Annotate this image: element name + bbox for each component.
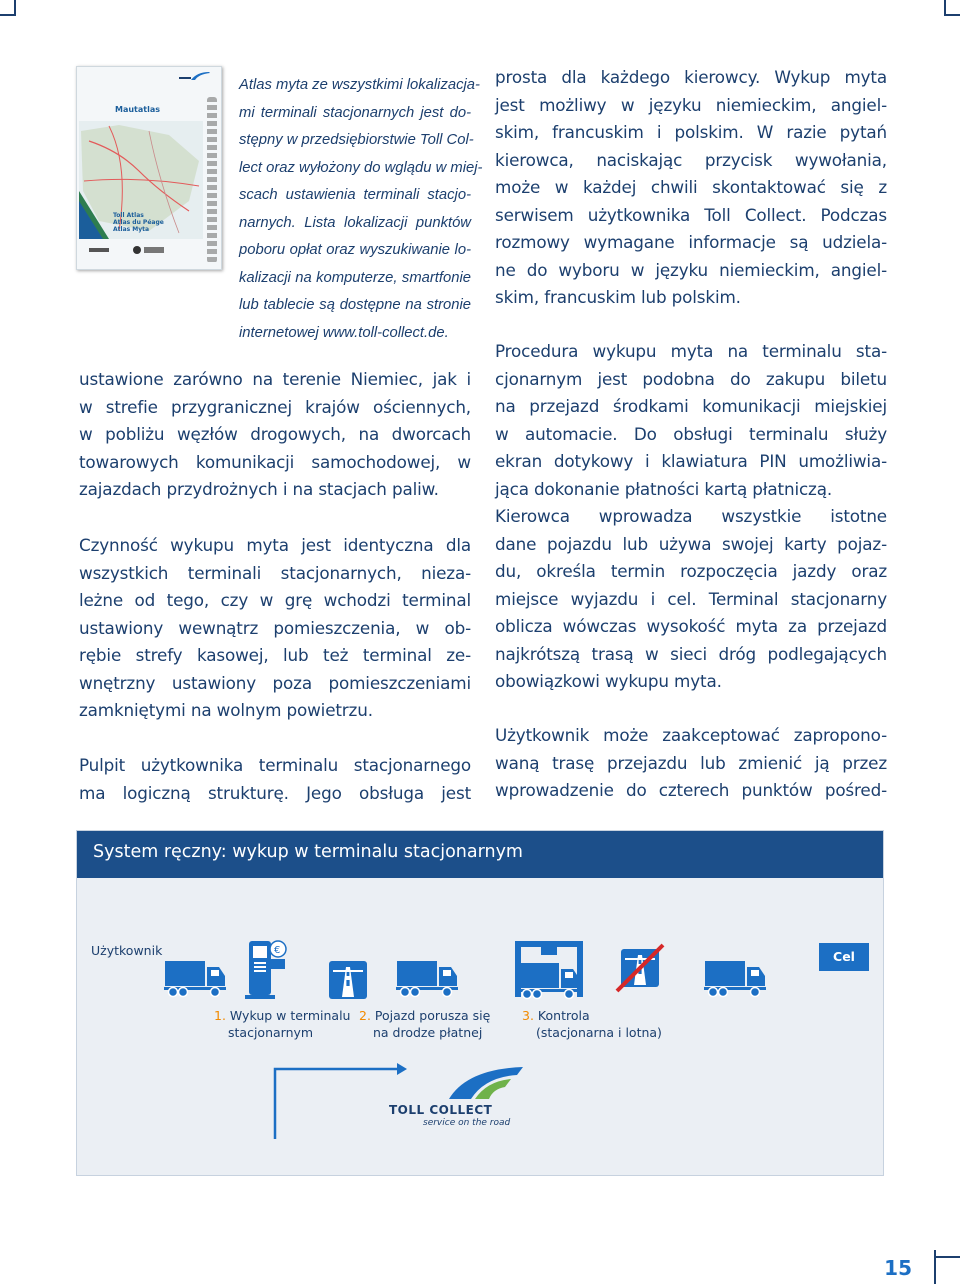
text-line: narnych. Lista lokalizacji punktów	[239, 214, 471, 231]
booklet-title: Mautatlas	[115, 105, 161, 114]
step-text: stacjonarnym	[228, 1025, 314, 1040]
step-number: 1.	[214, 1008, 226, 1023]
text-line: mi terminali stacjonarnych jest do-	[239, 104, 471, 121]
logo-slogan: service on the road	[423, 1118, 511, 1128]
user-label: Użytkownik	[91, 943, 163, 958]
text-line: lub tablecie są dostępne na stronie	[239, 297, 471, 313]
step-number: 2.	[359, 1008, 371, 1023]
infographic-title: System ręczny: wykup w terminalu stacjonarnym	[93, 842, 523, 862]
step-text: (stacjonarna i lotna)	[536, 1025, 662, 1040]
text-line: ustawione zarówno na terenie Niemiec, jak i	[79, 369, 471, 389]
text-line: może w każdej chwili skontaktować się z	[495, 177, 887, 197]
crop-mark-top-right	[944, 0, 960, 16]
text-line: zamkniętymi na wolnym powietrzu.	[79, 700, 373, 720]
text-line: internetowej www.toll-collect.de.	[239, 324, 449, 341]
text-line: leżne od tego, czy w grę wchodzi terminal	[79, 590, 471, 610]
text-line: miejsce wyjazdu i cel. Terminal stacjonarny	[495, 588, 887, 609]
goal-label: Cel	[833, 949, 855, 964]
text-line: zajazdach przydrożnych i na stacjach paliw.	[79, 479, 439, 499]
text-line: kalizacji na komputerze, smartfonie	[239, 269, 471, 286]
text-line: ne do wyboru w języku niemieckim, angiel-	[495, 259, 887, 280]
booklet-logo-icon	[177, 71, 211, 81]
step-text: Kontrola	[537, 1008, 590, 1023]
truck-icon	[518, 963, 580, 999]
step-3-caption	[522, 1007, 662, 1041]
text-line: towarowych komunikacji samochodowej, w	[79, 451, 471, 472]
text-line: ekran dotykowy i klawiatura PIN umożliwia-	[495, 451, 887, 471]
text-line: ma logiczną strukturę. Jego obsługa jest	[79, 782, 471, 803]
crop-mark-bottom-right	[934, 1256, 960, 1258]
text-line: scach ustawienia terminali stacjo-	[239, 187, 471, 203]
text-line: wszystkich terminali stacjonarnych, nieza-	[79, 562, 471, 583]
text-line: waną trasę przejazdu lub zmienić ją przez	[495, 752, 887, 773]
step-text: Pojazd porusza się	[374, 1008, 491, 1023]
text-line: rębie strefy kasowej, lub też terminal ze-	[79, 645, 471, 665]
text-line: wnętrzny ustawiony poza pomieszczeniami	[79, 672, 471, 693]
text-line: ustawiony wewnątrz pomieszczenia, w ob-	[79, 617, 471, 638]
left-paragraph-3	[79, 752, 471, 807]
svg-text:€: €	[274, 945, 281, 956]
booklet-name: Toll Atlas	[113, 212, 144, 219]
text-line: prosta dla każdego kierowcy. Wykup myta	[495, 67, 887, 87]
left-paragraph-2	[79, 532, 471, 725]
truck-icon	[396, 961, 458, 997]
text-line: Kierowca wprowadza wszystkie istotne	[495, 506, 887, 526]
step-text: Wykup w terminalu	[229, 1008, 351, 1023]
step-number: 3.	[522, 1008, 534, 1023]
booklet-names	[113, 212, 164, 233]
toll-atlas-booklet-image	[76, 66, 222, 270]
text-line: obowiązkowi wykupu myta.	[495, 671, 722, 691]
step-2-caption	[359, 1007, 490, 1041]
page-number: 15	[884, 1256, 912, 1280]
toll-road-icon	[329, 961, 367, 999]
step-text: na drodze płatnej	[373, 1025, 483, 1040]
goal-flag	[819, 943, 869, 971]
text-line: skim, francuskim i polskim. W razie pytań	[495, 122, 887, 142]
text-line: na przejazd środkami komunikacji miejskiej	[495, 396, 887, 416]
booklet-footer-logos-icon	[89, 245, 179, 255]
text-line: poboru opłat oraz wyszukiwanie lo-	[239, 242, 471, 258]
booklet-side-strip	[207, 97, 217, 263]
text-line: du, określa termin rozpoczęcia jazdy oraz	[495, 561, 887, 581]
payment-icon	[269, 941, 286, 969]
text-line: jąca dokonanie płatności kartą płatniczą.	[495, 478, 833, 499]
step-1-caption	[214, 1007, 350, 1041]
right-paragraph-1	[495, 64, 887, 312]
connector-line	[275, 1069, 397, 1139]
text-line: cjonarnym jest podobna do zakupu biletu	[495, 368, 887, 389]
road-end-icon	[617, 945, 663, 991]
truck-icon	[164, 961, 226, 997]
crop-mark-top-left	[0, 0, 16, 16]
text-line: najkrótszą trasą w sieci dróg podlegających	[495, 643, 887, 664]
right-paragraph-3	[495, 722, 887, 805]
text-line: wprowadzenie do czterech punktów pośred-	[495, 780, 887, 800]
right-paragraph-2	[495, 338, 887, 696]
text-line: w strefie przygranicznej krajów ościennych,	[79, 396, 471, 417]
booklet-name: Atlas Myta	[113, 226, 150, 233]
text-line: oblicza wówczas wysokość myta za przejazd	[495, 616, 887, 636]
logo-name: TOLL COLLECT	[389, 1103, 493, 1117]
truck-icon	[704, 961, 766, 997]
manual-system-infographic	[76, 830, 884, 1176]
text-line: Pulpit użytkownika terminalu stacjonarnego	[79, 755, 471, 775]
text-line: Procedura wykupu myta na terminalu sta-	[495, 341, 887, 361]
intro-italic-text	[239, 72, 483, 347]
text-line: Atlas myta ze wszystkimi lokalizacja-	[239, 77, 480, 93]
text-line: Użytkownik może zaakceptować zapropono-	[495, 725, 887, 745]
text-line: w pobliżu węzłów drogowych, na dworcach	[79, 424, 471, 444]
booklet-name: Atlas du Péage	[113, 219, 164, 226]
text-line: skim, francuskim lub polskim.	[495, 287, 741, 307]
text-line: jest możliwy w języku niemieckim, angiel-	[495, 94, 887, 115]
text-line: dane pojazdu lub używa swojej karty pojaz-	[495, 533, 887, 554]
text-line: kierowca, naciskając przycisk wywołania,	[495, 149, 887, 170]
text-line: w automacie. Do obsługi terminalu służy	[495, 423, 887, 444]
text-line: stępny w przedsiębiorstwie Toll Col-	[239, 132, 474, 148]
text-line: serwisem użytkownika Toll Collect. Podczas	[495, 204, 887, 225]
text-line: lect oraz wyłożony do wglądu w miej-	[239, 159, 483, 176]
left-paragraph-1	[79, 366, 471, 504]
text-line: Czynność wykupu myta jest identyczna dla	[79, 535, 471, 555]
text-line: rozmowy wymagane informacje są udziela-	[495, 232, 887, 252]
